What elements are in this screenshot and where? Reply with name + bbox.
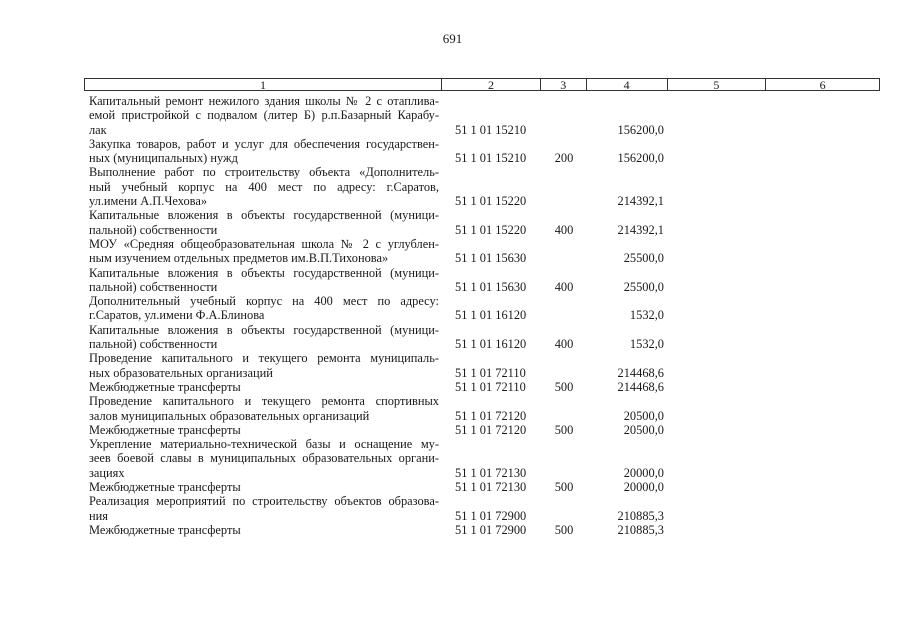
row-code: 51 1 01 15210 <box>455 122 527 137</box>
table-header <box>84 78 880 91</box>
row-code: 51 1 01 72900 <box>455 522 527 537</box>
row-expense-type: 400 <box>554 222 574 237</box>
description-line: емой пристройкой с подвалом (литер Б) р.п.Базарный Карабу- <box>89 108 439 123</box>
description-line: Межбюджетные трансферты <box>89 480 241 495</box>
row-amount: 210885,3 <box>617 508 664 523</box>
table-row <box>84 323 880 352</box>
row-description <box>84 394 442 423</box>
row-expense-type <box>541 366 587 380</box>
row-code: 51 1 01 16120 <box>455 308 527 323</box>
row-code: 51 1 01 72130 <box>455 465 527 480</box>
row-code: 51 1 01 15210 <box>455 151 527 166</box>
description-line: ный учебный корпус на 400 мест по адресу: г.Саратов, <box>89 179 439 194</box>
row-amount: 1532,0 <box>629 308 664 323</box>
description-line: ных (муниципальных) нужд <box>89 151 238 166</box>
description-line: ных образовательных организаций <box>89 365 273 380</box>
row-expense-type <box>541 409 587 423</box>
description-line: зеев боевой славы в муниципальных образовательных органи- <box>89 451 439 466</box>
page-number: 691 <box>442 31 463 46</box>
row-description <box>84 208 442 237</box>
table-row <box>84 480 880 494</box>
description-line: Капитальные вложения в объекты государственной (муници- <box>89 322 439 337</box>
row-amount: 214392,1 <box>617 222 664 237</box>
description-line: Проведение капитального и текущего ремонта муниципаль- <box>89 351 439 366</box>
table-row <box>84 237 880 266</box>
description-line: Капитальный ремонт нежилого здания школы № 2 с отаплива- <box>89 94 439 108</box>
row-expense-type <box>541 123 587 137</box>
row-expense-type: 500 <box>554 422 574 437</box>
description-line: МОУ «Средняя общеобразовательная школа № 2 с углублен- <box>89 236 439 251</box>
description-line: ным изучением отдельных предметов им.В.П.Тихонова» <box>89 251 389 266</box>
row-code: 51 1 01 72120 <box>455 422 527 437</box>
row-code: 51 1 01 16120 <box>455 337 527 352</box>
description-line: зациях <box>89 465 125 480</box>
row-code: 51 1 01 72130 <box>455 480 527 495</box>
row-code: 51 1 01 72120 <box>455 408 527 423</box>
table-row <box>84 523 880 537</box>
row-amount: 20500,0 <box>623 422 664 437</box>
row-code: 51 1 01 15630 <box>455 251 527 266</box>
row-amount: 20000,0 <box>623 480 664 495</box>
row-expense-type <box>541 509 587 523</box>
header-col-6: 6 <box>819 78 826 92</box>
header-col-2: 2 <box>442 79 541 90</box>
description-line: залов муниципальных образовательных организаций <box>89 408 370 423</box>
description-line: лак <box>89 122 107 137</box>
description-line: Капитальные вложения в объекты государственной (муници- <box>89 208 439 223</box>
row-amount: 156200,0 <box>617 151 664 166</box>
header-col-1: 1 <box>85 79 442 90</box>
description-line: Проведение капитального и текущего ремонта спортивных <box>89 394 439 409</box>
row-description <box>84 165 442 208</box>
row-description <box>84 137 442 166</box>
row-amount: 214392,1 <box>617 194 664 209</box>
table-row <box>84 380 880 394</box>
row-description <box>84 94 442 137</box>
table-row <box>84 394 880 423</box>
table-row <box>84 423 880 437</box>
description-line: ул.имени А.П.Чехова» <box>89 194 208 209</box>
description-line: Межбюджетные трансферты <box>89 379 241 394</box>
row-expense-type: 200 <box>554 151 574 166</box>
table-row <box>84 137 880 166</box>
row-code: 51 1 01 15220 <box>455 194 527 209</box>
table-row <box>84 351 880 380</box>
row-amount: 25500,0 <box>623 251 664 266</box>
row-description <box>84 423 442 437</box>
row-amount: 214468,6 <box>617 379 664 394</box>
row-amount: 20500,0 <box>623 408 664 423</box>
description-line: пальной) собственности <box>89 279 218 294</box>
table-row <box>84 165 880 208</box>
header-col-3: 3 <box>541 79 587 90</box>
row-code: 51 1 01 15220 <box>455 222 527 237</box>
row-description <box>84 523 442 537</box>
table-row <box>84 266 880 295</box>
row-code: 51 1 01 15630 <box>455 279 527 294</box>
description-line: Капитальные вложения в объекты государственной (муници- <box>89 265 439 280</box>
row-amount: 214468,6 <box>617 365 664 380</box>
description-line: Дополнительный учебный корпус на 400 мест по адресу: <box>89 294 439 309</box>
description-line: пальной) собственности <box>89 222 218 237</box>
row-expense-type <box>541 466 587 480</box>
description-line: Закупка товаров, работ и услуг для обеспечения государствен- <box>89 136 439 151</box>
row-expense-type: 400 <box>554 337 574 352</box>
row-description <box>84 351 442 380</box>
header-col-5: 5 <box>668 79 767 90</box>
row-description <box>84 380 442 394</box>
row-expense-type <box>541 308 587 322</box>
header-col-4: 4 <box>587 79 668 90</box>
description-line: ния <box>89 508 108 523</box>
row-description <box>84 494 442 523</box>
description-line: Укрепление материально-технической базы и оснащение му- <box>89 437 439 452</box>
row-amount: 156200,0 <box>617 122 664 137</box>
row-expense-type <box>541 251 587 265</box>
row-expense-type: 400 <box>554 279 574 294</box>
row-code: 51 1 01 72900 <box>455 508 527 523</box>
row-amount: 20000,0 <box>623 465 664 480</box>
description-line: пальной) собственности <box>89 337 218 352</box>
row-description <box>84 437 442 480</box>
row-description <box>84 266 442 295</box>
table-row <box>84 494 880 523</box>
row-description <box>84 323 442 352</box>
table-row <box>84 294 880 323</box>
row-expense-type <box>541 194 587 208</box>
row-expense-type: 500 <box>554 522 574 537</box>
row-description <box>84 237 442 266</box>
row-amount: 210885,3 <box>617 522 664 537</box>
row-code: 51 1 01 72110 <box>455 379 526 394</box>
description-line: Выполнение работ по строительству объекта «Дополнитель- <box>89 165 439 180</box>
description-line: Реализация мероприятий по строительству объектов образова- <box>89 494 439 509</box>
row-expense-type: 500 <box>554 480 574 495</box>
table-row <box>84 94 880 137</box>
row-description <box>84 480 442 494</box>
table-row <box>84 437 880 480</box>
table-row <box>84 208 880 237</box>
row-amount: 25500,0 <box>623 279 664 294</box>
row-code: 51 1 01 72110 <box>455 365 526 380</box>
row-expense-type: 500 <box>554 379 574 394</box>
description-line: г.Саратов, ул.имени Ф.А.Блинова <box>89 308 265 323</box>
table-body <box>84 94 880 537</box>
row-description <box>84 294 442 323</box>
row-amount: 1532,0 <box>629 337 664 352</box>
description-line: Межбюджетные трансферты <box>89 422 241 437</box>
description-line: Межбюджетные трансферты <box>89 522 241 537</box>
